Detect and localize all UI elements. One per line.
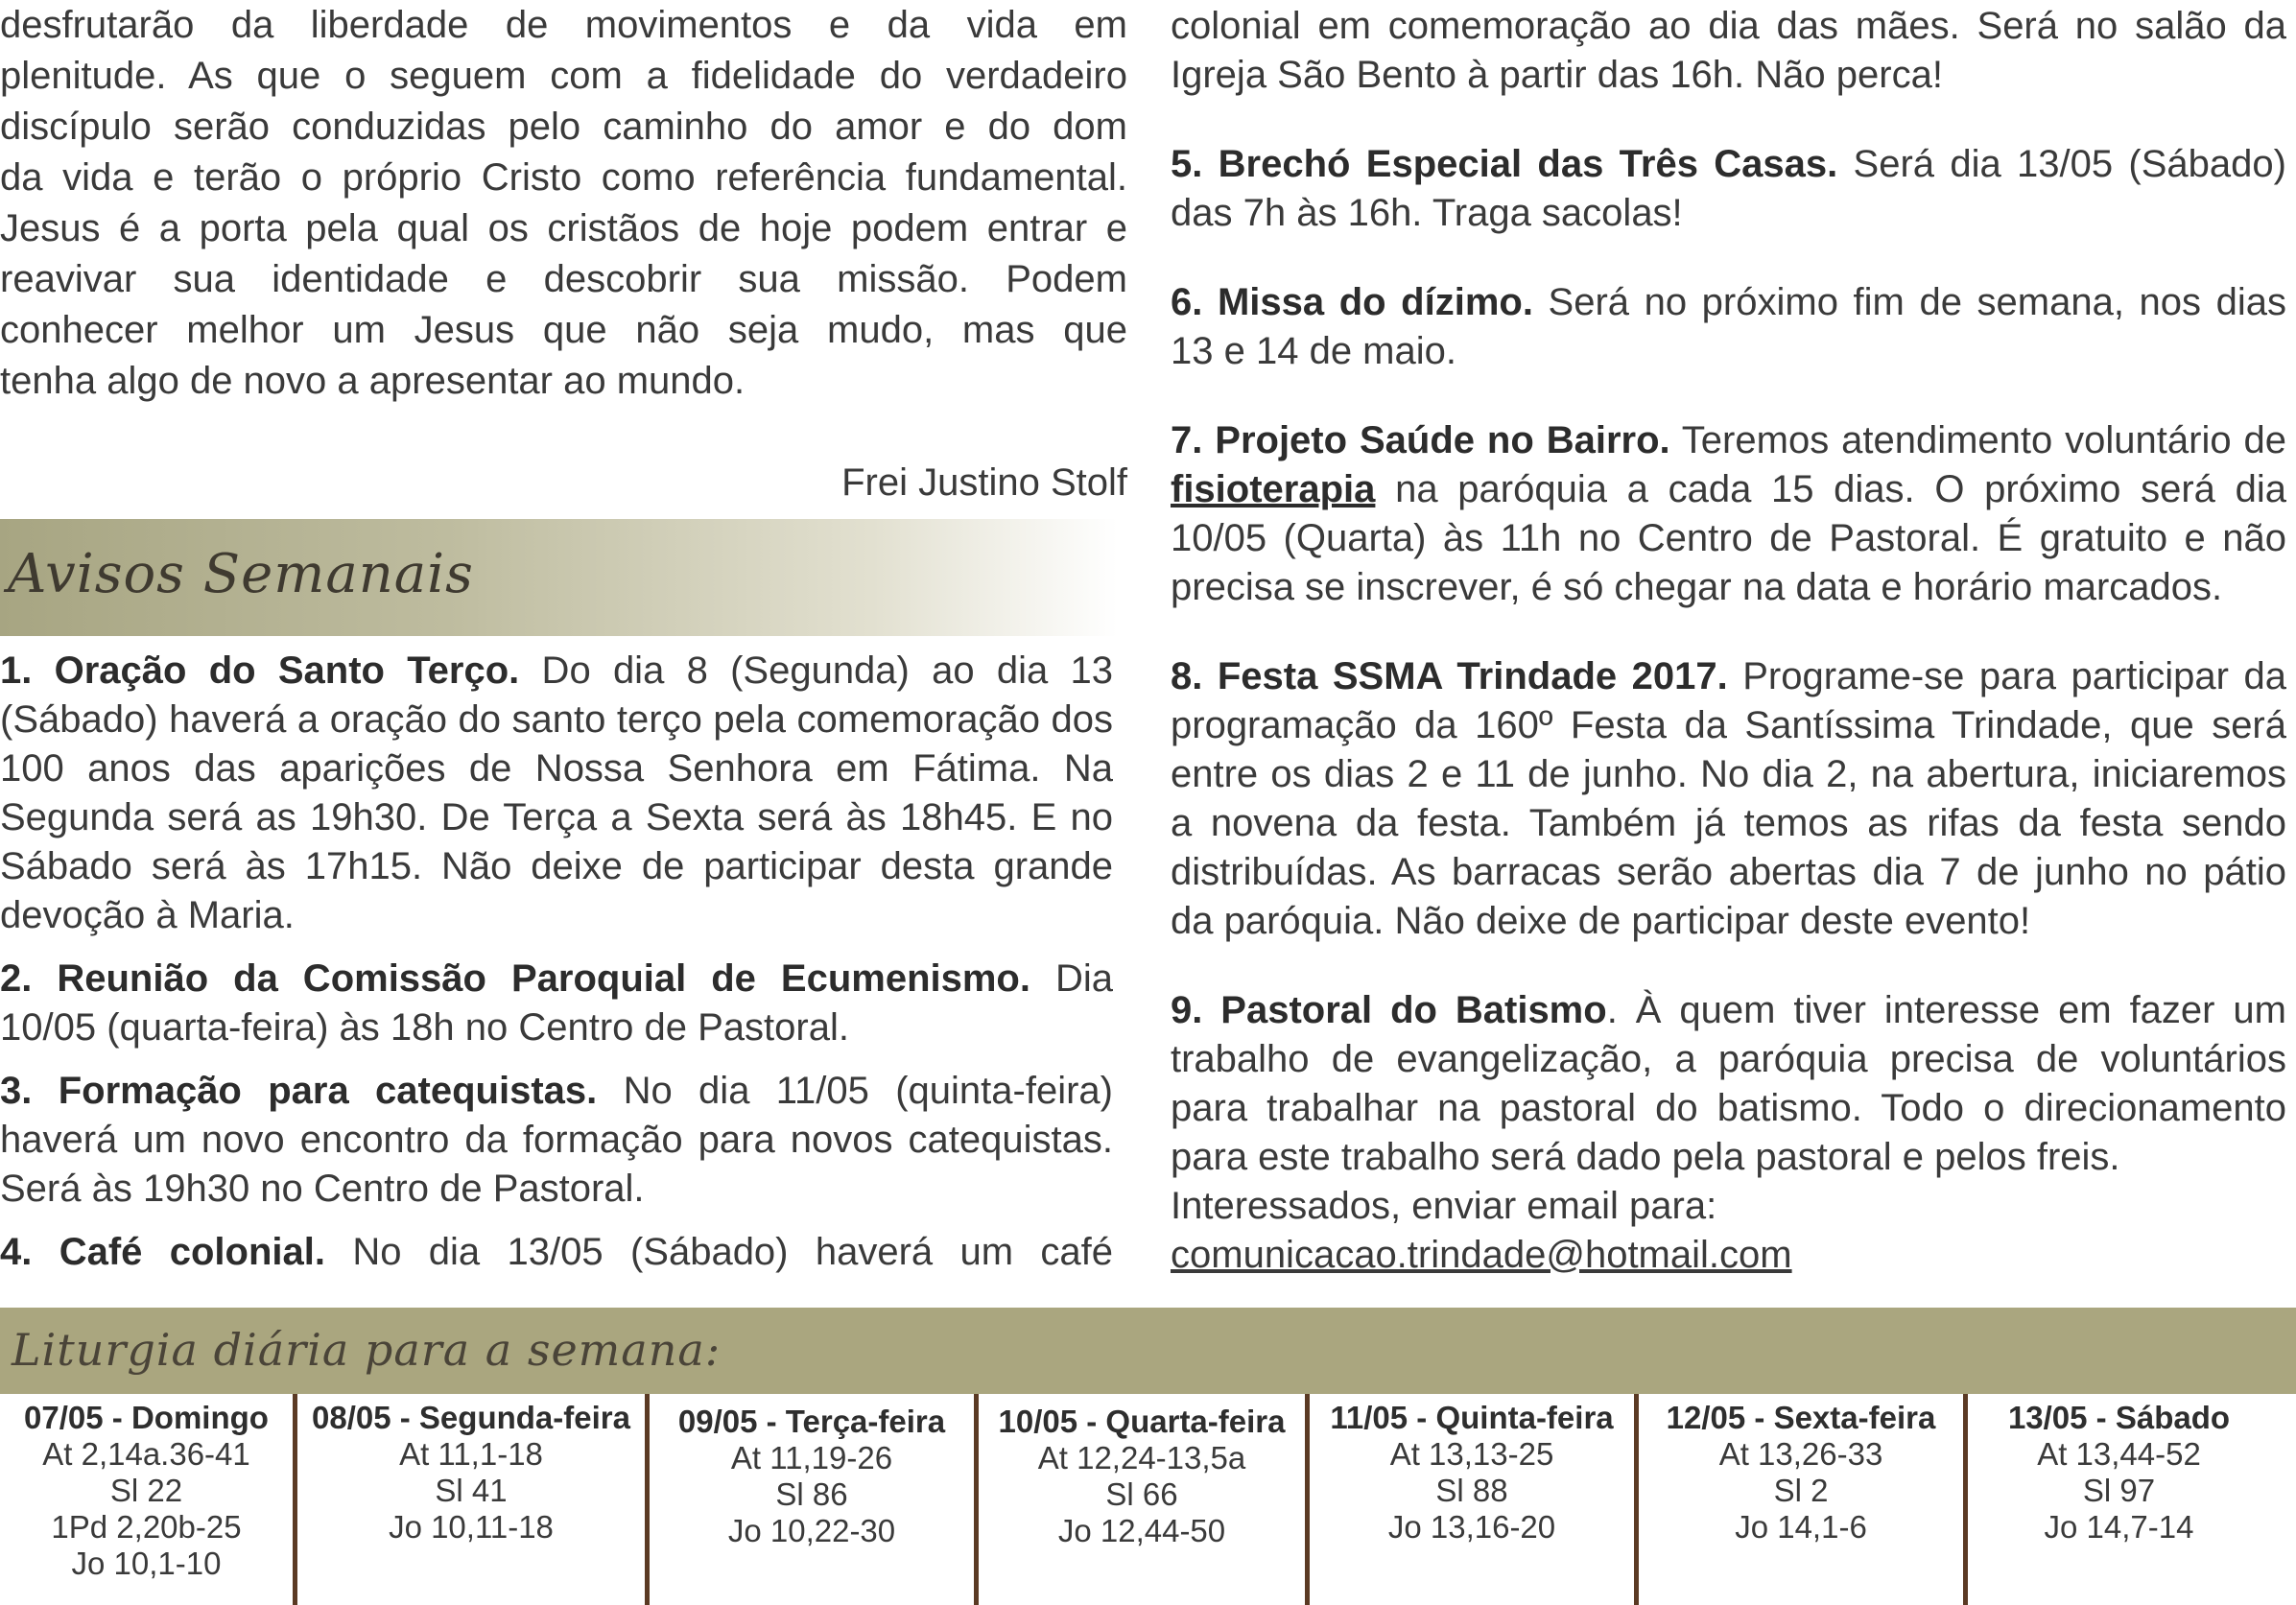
aviso-title: 7. Projeto Saúde no Bairro. bbox=[1171, 419, 1670, 461]
aviso-title: 6. Missa do dízimo. bbox=[1171, 281, 1533, 323]
aviso-item-7 bbox=[1171, 416, 2286, 612]
aviso-item-5 bbox=[1171, 140, 2286, 238]
liturgia-day bbox=[0, 1394, 293, 1588]
aviso-text: na paróquia a cada 15 dias. O próximo será dia 10/05 (Quarta) às 11h no Centro de Pastoral. É gratuito e não precisa se inscrever, é só chegar na data e horário marcados. bbox=[1171, 468, 2286, 608]
liturgia-day-head: 13/05 - Sábado bbox=[2007, 1400, 2231, 1435]
reflection-line: conhecer melhor um Jesus que não seja mudo, mas que bbox=[0, 309, 1127, 351]
reflection-text bbox=[0, 0, 1127, 407]
liturgia-day-head: 11/05 - Quinta-feira bbox=[1330, 1400, 1614, 1435]
liturgia-day bbox=[1968, 1394, 2270, 1588]
liturgia-ref: 1Pd 2,20b-25 bbox=[51, 1509, 242, 1545]
reflection-line: Jesus é a porta pela qual os cristãos de hoje podem entrar e bbox=[0, 207, 1127, 249]
email-link[interactable]: comunicacao.trindade@hotmail.com bbox=[1171, 1234, 1792, 1276]
aviso-item-2 bbox=[0, 955, 1113, 1052]
aviso-title: 3. Formação para catequistas. bbox=[0, 1070, 598, 1112]
liturgia-ref: Jo 10,22-30 bbox=[727, 1513, 896, 1548]
aviso-item-9 bbox=[1171, 986, 2286, 1182]
liturgia-ref: At 2,14a.36-41 bbox=[42, 1436, 250, 1472]
liturgia-ref: At 11,19-26 bbox=[730, 1440, 893, 1475]
aviso-title: 2. Reunião da Comissão Paroquial de Ecumenismo. bbox=[0, 957, 1030, 1000]
liturgia-ref: Sl 22 bbox=[109, 1473, 183, 1508]
aviso-text: Será no próximo fim de semana, nos dias 13 e 14 de maio. bbox=[1171, 281, 2286, 372]
liturgia-day bbox=[650, 1394, 974, 1588]
aviso-title: 5. Brechó Especial das Três Casas. bbox=[1171, 143, 1838, 185]
reflection-line: plenitude. As que o seguem com a fidelidade do verdadeiro bbox=[0, 55, 1127, 97]
liturgia-day bbox=[297, 1394, 645, 1588]
reflection-line: discípulo serão conduzidas pelo caminho do amor e do dom bbox=[0, 106, 1127, 148]
aviso-item-4 bbox=[0, 1228, 1113, 1277]
aviso-text: Teremos atendimento voluntário de bbox=[1669, 419, 2286, 461]
aviso-item-4-continuation: colonial em comemoração ao dia das mães. Será no salão da Igreja São Bento à partir das 16h. Não perca! bbox=[1171, 5, 2286, 96]
liturgia-ref: Jo 10,1-10 bbox=[71, 1546, 222, 1581]
liturgia-day-head: 08/05 - Segunda-feira bbox=[312, 1400, 630, 1435]
aviso-item-1 bbox=[0, 647, 1113, 940]
liturgia-day bbox=[1310, 1394, 1634, 1588]
liturgia-ref: At 13,44-52 bbox=[2037, 1436, 2201, 1472]
liturgia-title: Liturgia diária para a semana: bbox=[12, 1324, 722, 1376]
liturgia-ref: Sl 88 bbox=[1435, 1473, 1508, 1508]
reflection-line: reavivar sua identidade e descobrir sua missão. Podem bbox=[0, 258, 1127, 300]
liturgia-ref: At 12,24-13,5a bbox=[1037, 1440, 1246, 1475]
right-column bbox=[1171, 0, 2286, 1280]
aviso-title: 1. Oração do Santo Terço. bbox=[0, 649, 520, 692]
liturgia-ref: Sl 2 bbox=[1773, 1473, 1829, 1508]
aviso-text: . À quem tiver interesse em fazer um trabalho de evangelização, a paróquia precisa de voluntários para trabalhar na pastoral do batismo. Todo o direcionamento para este trabalho será dado pela pastoral e pelos freis. bbox=[1171, 989, 2286, 1178]
liturgia-ref: Jo 12,44-50 bbox=[1057, 1513, 1226, 1548]
aviso-item-6 bbox=[1171, 278, 2286, 376]
aviso-item-3 bbox=[0, 1067, 1113, 1214]
liturgia-ref: Jo 13,16-20 bbox=[1387, 1509, 1556, 1545]
liturgia-ref: Jo 14,1-6 bbox=[1735, 1509, 1867, 1545]
author-signature: Frei Justino Stolf bbox=[841, 461, 1127, 504]
liturgia-ref: Jo 10,11-18 bbox=[389, 1509, 554, 1545]
liturgia-ref: At 11,1-18 bbox=[399, 1436, 543, 1472]
aviso-item-8 bbox=[1171, 652, 2286, 946]
liturgia-day-head: 07/05 - Domingo bbox=[24, 1400, 269, 1435]
liturgia-table bbox=[0, 1394, 2296, 1588]
aviso-text: Dia 10/05 (quarta-feira) às 18h no Centro de Pastoral. bbox=[0, 957, 1113, 1049]
avisos-left bbox=[0, 647, 1113, 1277]
reflection-line: da vida e terão o próprio Cristo como referência fundamental. bbox=[0, 156, 1127, 199]
liturgia-ref: Sl 97 bbox=[2082, 1473, 2156, 1508]
aviso-title: 4. Café colonial. bbox=[0, 1231, 325, 1273]
email-intro: Interessados, enviar email para: bbox=[1171, 1185, 1717, 1227]
aviso-title: 9. Pastoral do Batismo bbox=[1171, 989, 1607, 1031]
liturgia-day bbox=[979, 1394, 1305, 1588]
avisos-title: Avisos Semanais bbox=[8, 543, 474, 605]
aviso-text: No dia 13/05 (Sábado) haverá um café bbox=[324, 1231, 1113, 1273]
reflection-line: tenha algo de novo a apresentar ao mundo. bbox=[0, 360, 746, 402]
liturgia-ref: At 13,26-33 bbox=[1718, 1436, 1883, 1472]
liturgia-ref: Sl 86 bbox=[775, 1476, 848, 1512]
liturgia-day-head: 12/05 - Sexta-feira bbox=[1666, 1400, 1936, 1435]
liturgia-day-head: 10/05 - Quarta-feira bbox=[998, 1404, 1286, 1439]
reflection-line: desfrutarão da liberdade de movimentos e da vida em bbox=[0, 4, 1127, 46]
liturgia-ref: At 13,13-25 bbox=[1389, 1436, 1554, 1472]
liturgia-day-head: 09/05 - Terça-feira bbox=[677, 1404, 946, 1439]
aviso-text: Será dia 13/05 (Sábado) das 7h às 16h. Traga sacolas! bbox=[1171, 143, 2286, 234]
aviso-title: 8. Festa SSMA Trindade 2017. bbox=[1171, 655, 1728, 697]
aviso-text: No dia 11/05 (quinta-feira) haverá um novo encontro da formação para novos catequistas. Será às 19h30 no Centro de Pastoral. bbox=[0, 1070, 1113, 1210]
liturgia-ref: Jo 14,7-14 bbox=[2044, 1509, 2194, 1545]
liturgia-day bbox=[1639, 1394, 1963, 1588]
aviso-text: Programe-se para participar da programação da 160º Festa da Santíssima Trindade, que será entre os dias 2 e 11 de junho. No dia 2, na abertura, iniciaremos a novena da festa. Também já temos as rifas da festa sendo distribuídas. As barracas serão abertas dia 7 de junho no pátio da paróquia. Não deixe de participar deste evento! bbox=[1171, 655, 2286, 942]
liturgia-ref: Sl 66 bbox=[1105, 1476, 1178, 1512]
aviso-text: Do dia 8 (Segunda) ao dia 13 (Sábado) haverá a oração do santo terço pela comemoração dos 100 anos das aparições de Nossa Senhora em Fátima. Na Segunda será as 19h30. De Terça a Sexta será às 18h45. E no Sábado será às 17h15. Não deixe de participar desta grande devoção à Maria. bbox=[0, 649, 1114, 936]
aviso-underlined: fisioterapia bbox=[1171, 468, 1376, 510]
liturgia-ref: Sl 41 bbox=[435, 1473, 508, 1508]
